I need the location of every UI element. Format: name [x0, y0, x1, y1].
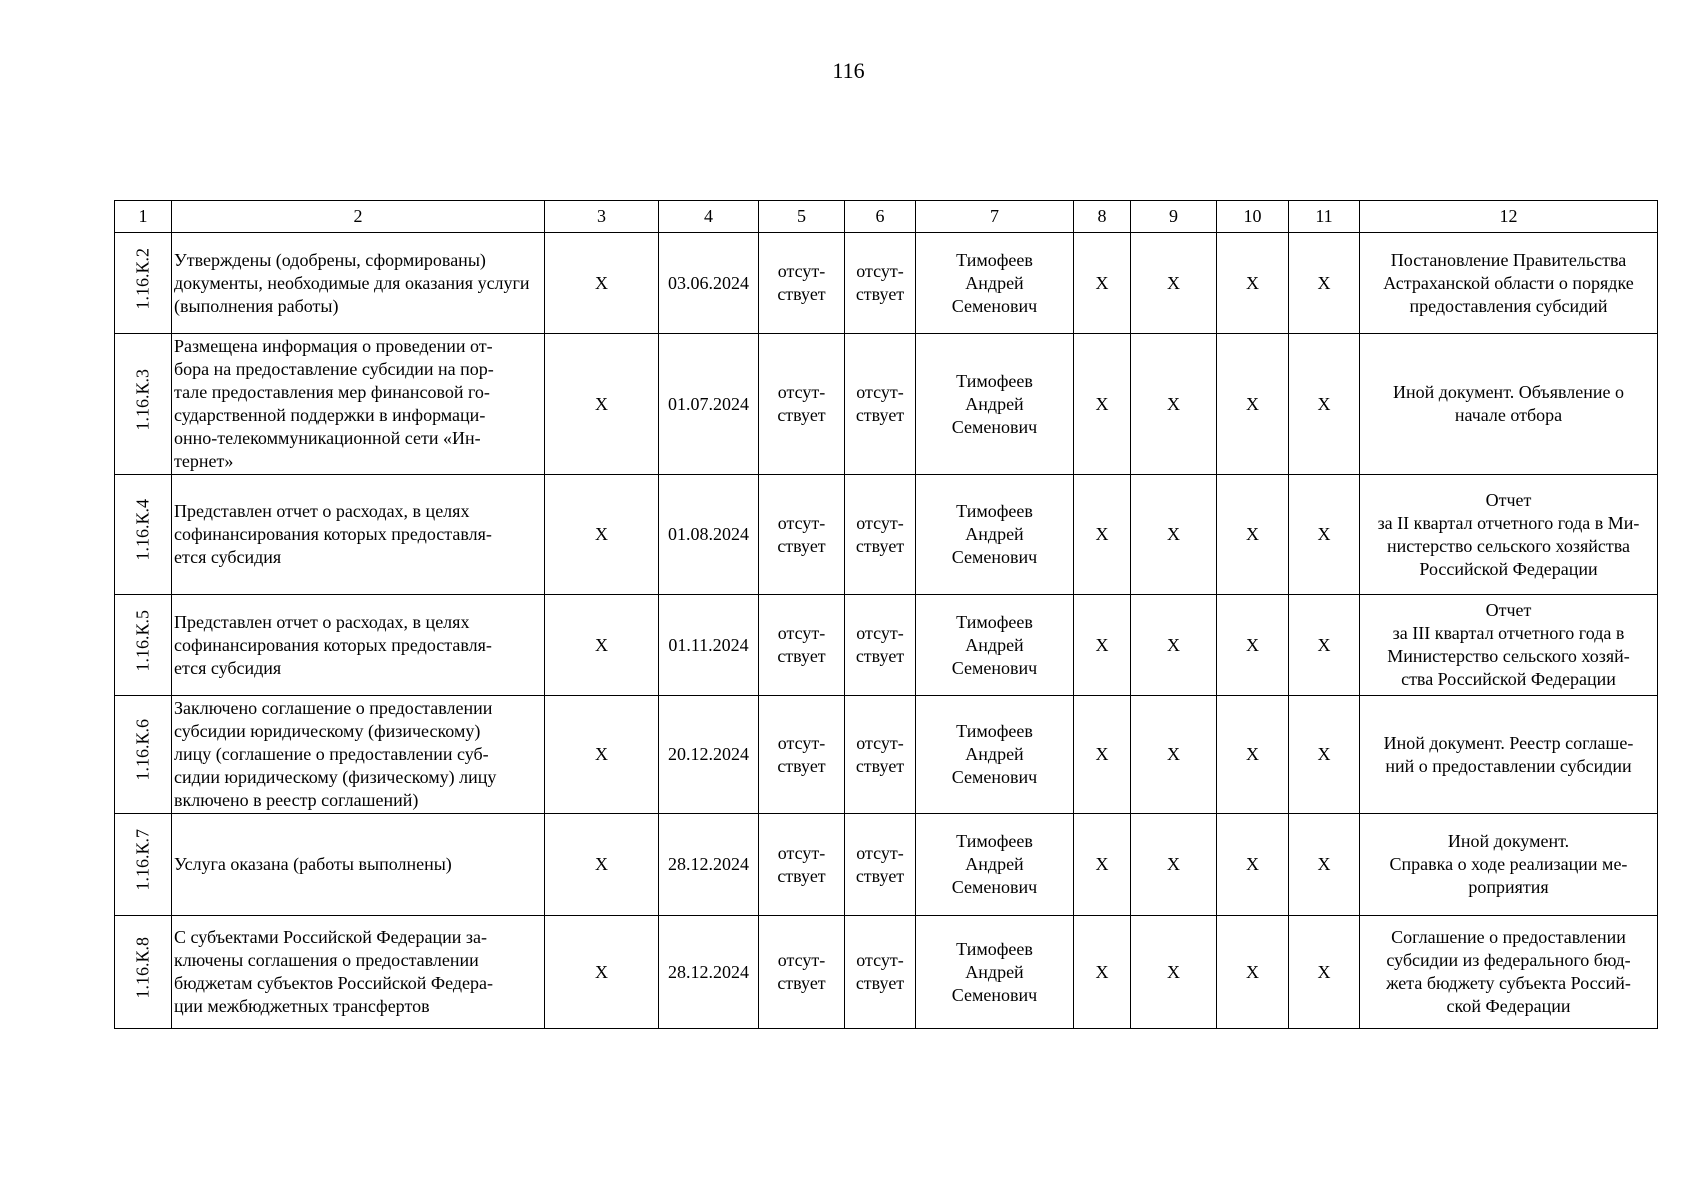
responsible-cell: Тимофеев Андрей Семенович — [916, 814, 1074, 916]
col5-cell: отсут- ствует — [759, 334, 845, 475]
col6-cell: отсут- ствует — [845, 233, 916, 334]
column-header: 9 — [1131, 201, 1217, 233]
date-cell: 28.12.2024 — [659, 814, 759, 916]
row-id: 1.16.К.2 — [132, 247, 153, 309]
responsible-cell: Тимофеев Андрей Семенович — [916, 233, 1074, 334]
col9-cell: X — [1131, 916, 1217, 1029]
col3-cell: X — [545, 814, 659, 916]
col5-cell: отсут- ствует — [759, 814, 845, 916]
col6-cell: отсут- ствует — [845, 696, 916, 814]
col8-cell: X — [1074, 916, 1131, 1029]
date-cell: 20.12.2024 — [659, 696, 759, 814]
row-id-cell — [115, 233, 172, 334]
description-cell: Услуга оказана (работы выполнены) — [172, 814, 545, 916]
row-id: 1.16.К.5 — [132, 609, 153, 671]
date-cell: 01.07.2024 — [659, 334, 759, 475]
row-id-cell — [115, 814, 172, 916]
column-header: 1 — [115, 201, 172, 233]
col11-cell: X — [1289, 696, 1360, 814]
row-id: 1.16.К.4 — [132, 498, 153, 561]
table-row — [115, 916, 1658, 1029]
row-id: 1.16.К.6 — [132, 718, 153, 781]
description-cell: Представлен отчет о расходах, в целях софинансирования которых предоставля- ется субсидия — [172, 595, 545, 696]
page-number: 116 — [832, 58, 865, 83]
header-row — [115, 201, 1658, 233]
column-header: 8 — [1074, 201, 1131, 233]
col8-cell: X — [1074, 475, 1131, 595]
col3-cell: X — [545, 475, 659, 595]
col5-cell: отсут- ствует — [759, 696, 845, 814]
col10-cell: X — [1217, 916, 1289, 1029]
row-id-cell — [115, 475, 172, 595]
table-row — [115, 814, 1658, 916]
col9-cell: X — [1131, 696, 1217, 814]
date-cell: 01.08.2024 — [659, 475, 759, 595]
col8-cell: X — [1074, 233, 1131, 334]
row-id-cell — [115, 595, 172, 696]
col3-cell: X — [545, 916, 659, 1029]
column-header: 6 — [845, 201, 916, 233]
column-header: 5 — [759, 201, 845, 233]
description-cell: С субъектами Российской Федерации за- ключены соглашения о предоставлении бюджетам субъектов Российской Федера- ции межбюджетных трансфертов — [172, 916, 545, 1029]
responsible-cell: Тимофеев Андрей Семенович — [916, 334, 1074, 475]
row-id-cell — [115, 696, 172, 814]
col6-cell: отсут- ствует — [845, 334, 916, 475]
col5-cell: отсут- ствует — [759, 475, 845, 595]
table-row — [115, 595, 1658, 696]
col6-cell: отсут- ствует — [845, 595, 916, 696]
col11-cell: X — [1289, 233, 1360, 334]
table-row — [115, 475, 1658, 595]
column-header: 12 — [1360, 201, 1658, 233]
col6-cell: отсут- ствует — [845, 475, 916, 595]
column-header: 10 — [1217, 201, 1289, 233]
col5-cell: отсут- ствует — [759, 233, 845, 334]
description-cell: Представлен отчет о расходах, в целях софинансирования которых предоставля- ется субсидия — [172, 475, 545, 595]
col9-cell: X — [1131, 475, 1217, 595]
col3-cell: X — [545, 595, 659, 696]
col9-cell: X — [1131, 233, 1217, 334]
col6-cell: отсут- ствует — [845, 916, 916, 1029]
date-cell: 03.06.2024 — [659, 233, 759, 334]
col10-cell: X — [1217, 334, 1289, 475]
col5-cell: отсут- ствует — [759, 595, 845, 696]
description-cell: Размещена информация о проведении от- бора на предоставление субсидии на пор- тале предоставления мер финансовой го- сударственной поддержки в информаци- онно-телекоммуникационной сети «Ин- тернет» — [172, 334, 545, 475]
document-cell: Соглашение о предоставлении субсидии из федерального бюд- жета бюджету субъекта Россий- ской Федерации — [1360, 916, 1658, 1029]
row-id: 1.16.К.8 — [132, 936, 153, 998]
date-cell: 01.11.2024 — [659, 595, 759, 696]
col10-cell: X — [1217, 595, 1289, 696]
col11-cell: X — [1289, 814, 1360, 916]
col8-cell: X — [1074, 595, 1131, 696]
responsible-cell: Тимофеев Андрей Семенович — [916, 696, 1074, 814]
document-cell: Отчет за II квартал отчетного года в Ми- нистерство сельского хозяйства Российской Федерации — [1360, 475, 1658, 595]
document-cell: Иной документ. Объявление о начале отбора — [1360, 334, 1658, 475]
col9-cell: X — [1131, 814, 1217, 916]
responsible-cell: Тимофеев Андрей Семенович — [916, 475, 1074, 595]
description-cell: Заключено соглашение о предоставлении субсидии юридическому (физическому) лицу (соглашение о предоставлении суб- сидии юридическому (физическому) лицу включено в реестр соглашений) — [172, 696, 545, 814]
document-cell: Постановление Правительства Астраханской области о порядке предоставления субсидий — [1360, 233, 1658, 334]
col5-cell: отсут- ствует — [759, 916, 845, 1029]
responsible-cell: Тимофеев Андрей Семенович — [916, 595, 1074, 696]
col10-cell: X — [1217, 475, 1289, 595]
row-id-cell — [115, 916, 172, 1029]
col11-cell: X — [1289, 334, 1360, 475]
document-cell: Отчет за III квартал отчетного года в Министерство сельского хозяй- ства Российской Федерации — [1360, 595, 1658, 696]
row-id: 1.16.К.7 — [132, 828, 153, 891]
col10-cell: X — [1217, 233, 1289, 334]
table-row — [115, 334, 1658, 475]
document-cell: Иной документ. Реестр соглаше- ний о предоставлении субсидии — [1360, 696, 1658, 814]
column-header: 2 — [172, 201, 545, 233]
col11-cell: X — [1289, 916, 1360, 1029]
row-id-cell — [115, 334, 172, 475]
col8-cell: X — [1074, 334, 1131, 475]
column-header: 3 — [545, 201, 659, 233]
document-cell: Иной документ. Справка о ходе реализации ме- роприятия — [1360, 814, 1658, 916]
col10-cell: X — [1217, 814, 1289, 916]
col10-cell: X — [1217, 696, 1289, 814]
column-header: 11 — [1289, 201, 1360, 233]
activities-table — [114, 200, 1658, 1029]
col6-cell: отсут- ствует — [845, 814, 916, 916]
col9-cell: X — [1131, 595, 1217, 696]
date-cell: 28.12.2024 — [659, 916, 759, 1029]
table-row — [115, 696, 1658, 814]
column-header: 7 — [916, 201, 1074, 233]
col3-cell: X — [545, 334, 659, 475]
col3-cell: X — [545, 696, 659, 814]
column-header: 4 — [659, 201, 759, 233]
col8-cell: X — [1074, 814, 1131, 916]
col9-cell: X — [1131, 334, 1217, 475]
responsible-cell: Тимофеев Андрей Семенович — [916, 916, 1074, 1029]
col3-cell: X — [545, 233, 659, 334]
description-cell: Утверждены (одобрены, сформированы) документы, необходимые для оказания услуги (выполнения работы) — [172, 233, 545, 334]
col11-cell: X — [1289, 475, 1360, 595]
col8-cell: X — [1074, 696, 1131, 814]
table-row — [115, 233, 1658, 334]
col11-cell: X — [1289, 595, 1360, 696]
row-id: 1.16.К.3 — [132, 368, 153, 430]
